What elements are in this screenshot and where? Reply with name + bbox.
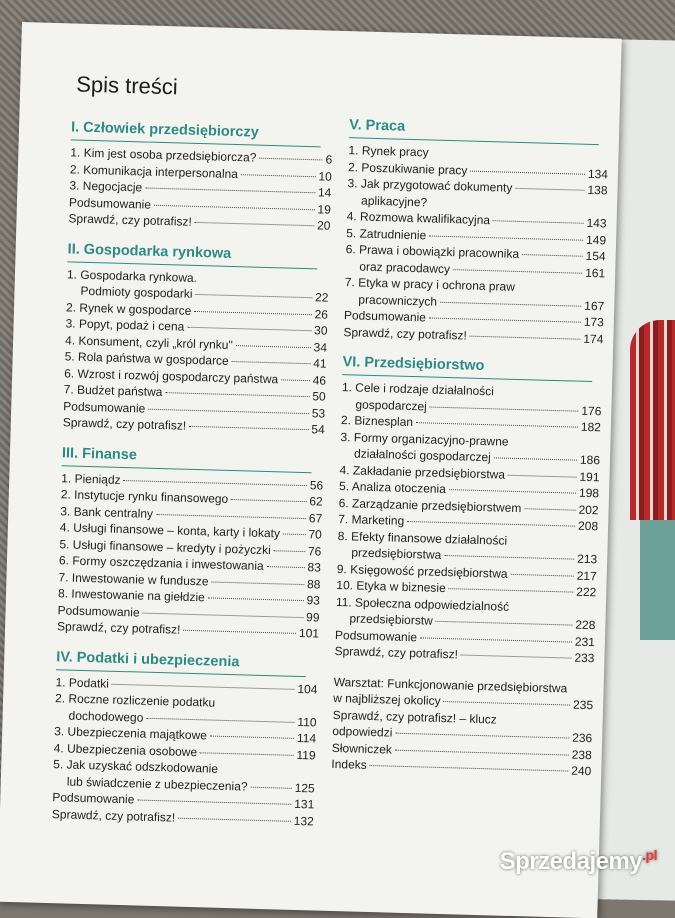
toc-entry-label: Podsumowanie (52, 790, 135, 807)
toc-entry-label: 2. Poszukiwanie pracy (347, 159, 468, 177)
leader-dots (232, 361, 311, 364)
toc-entry-label: Podsumowanie (63, 398, 146, 416)
toc-entry-label: 1. Cele i rodzaje działalności (341, 380, 495, 399)
leader-dots (210, 736, 294, 739)
leader-dots (143, 612, 304, 617)
toc-entry-label: Słowniczek (331, 740, 393, 757)
toc-entry-page: 76 (307, 543, 322, 559)
toc-entry-label: 3. Jak przygotować dokumenty (347, 176, 513, 195)
toc-entry-page: 174 (583, 331, 604, 346)
toc-entry-label: 2. Komunikacja interpersonalna (69, 161, 239, 181)
leader-dots (124, 480, 307, 486)
toc-entry-label: 3. Bank centralny (60, 503, 154, 521)
toc-entry-label: 6. Zarządzanie przedsiębiorstwem (338, 495, 522, 515)
toc-entry-label: Podsumowanie (57, 602, 140, 620)
toc-entry-label: 1. Gospodarka rynkowa. (66, 266, 198, 285)
toc-entry-label: przedsiębiorstw (349, 611, 434, 628)
leader-dots (522, 254, 583, 257)
section-heading: VI. Przedsiębiorstwo (342, 354, 485, 375)
toc-entry-page: 231 (574, 634, 596, 649)
leader-dots (449, 489, 576, 494)
toc-entry-page: 62 (309, 494, 323, 509)
toc-entry-page: 99 (305, 609, 320, 625)
leader-dots (208, 597, 304, 601)
toc-entry-page: 191 (579, 469, 600, 484)
toc-entry-label: dochodowego (68, 708, 144, 725)
leader-dots (429, 235, 583, 240)
leader-dots (453, 269, 582, 274)
toc-entry-page: 149 (585, 232, 607, 247)
toc-entry-page: 104 (297, 681, 318, 697)
leader-dots (440, 301, 581, 306)
toc-entry-label: Podsumowanie (68, 194, 152, 212)
toc-entry-label: 1. Rynek pracy (348, 143, 429, 160)
toc-entry-label: 3. Formy organizacyjno-prawne (340, 429, 509, 449)
toc-entry-page: 26 (314, 306, 329, 322)
toc-entry-label: 3. Negocjacje (69, 178, 143, 195)
toc-entry-page: 83 (307, 560, 322, 575)
toc-page (0, 22, 622, 918)
leader-dots (236, 345, 311, 348)
toc-entry-label: działalności gospodarczej (353, 446, 491, 465)
leader-dots (470, 335, 581, 339)
leader-dots (281, 379, 310, 381)
toc-entry-page: 213 (577, 551, 598, 567)
toc-entry-page: 70 (308, 527, 323, 542)
sprzedajemy-watermark: Sprzedajemy$^{.pl}$ (499, 847, 657, 875)
toc-entry-page: 235 (572, 697, 594, 713)
leader-dots (146, 717, 294, 722)
toc-entry-label: 2. Roczne rozliczenie podatku (54, 691, 216, 710)
toc-entry-page: 67 (308, 510, 323, 526)
toc-entry-label: 5. Jak uzyskać odszkodowanie (53, 757, 219, 776)
leader-dots (145, 188, 315, 194)
toc-entry-page: 22 (314, 290, 329, 305)
toc-entry-page: 114 (296, 730, 317, 746)
toc-entry-page: 154 (585, 248, 606, 264)
toc-entry-label: 5. Analiza otoczenia (338, 479, 447, 497)
leader-dots (165, 392, 309, 397)
toc-entry-page: 93 (306, 593, 321, 608)
leader-dots (259, 158, 322, 161)
toc-entry-label: 4. Ubezpieczenia osobowe (53, 740, 198, 759)
toc-entry-page: 101 (298, 625, 320, 641)
leader-dots (283, 533, 306, 535)
leader-dots (194, 310, 311, 314)
leader-dots (251, 786, 292, 788)
toc-entry-page: 182 (580, 419, 602, 435)
toc-entry-label: Sprawdź, czy potrafisz! (343, 324, 468, 343)
toc-entry-label: 9. Księgowość przedsiębiorstwa (336, 561, 508, 581)
toc-entry-label: 7. Inwestowanie w fundusze (58, 569, 209, 588)
leader-dots (444, 555, 574, 560)
leader-dots (395, 749, 569, 755)
toc-entry-label: Sprawdź, czy potrafisz! (62, 415, 187, 433)
leader-dots (274, 550, 305, 552)
toc-entry-page: 54 (311, 422, 325, 437)
leader-dots (407, 521, 575, 527)
toc-entry-page: 131 (294, 796, 315, 812)
toc-entry-label: 4. Rozmowa kwalifikacyjna (346, 209, 491, 228)
leader-dots (444, 701, 571, 706)
leader-dots (183, 630, 296, 634)
section-heading: I. Człowiek przedsiębiorczy (70, 119, 259, 141)
toc-column-right (331, 117, 609, 780)
toc-entry-label: 6. Prawa i obowiązki pracownika (345, 242, 520, 261)
leader-dots (154, 204, 315, 209)
toc-entry-page: 56 (309, 477, 324, 493)
toc-entry-label: 3. Popyt, podaż i cena (65, 316, 185, 334)
leader-dots (156, 513, 306, 518)
toc-entry-page: 236 (572, 730, 593, 746)
toc-entry-label: 1. Podatki (55, 674, 110, 691)
toc-entry-page: 228 (575, 617, 596, 633)
toc-entry-page: 125 (294, 780, 315, 795)
toc-entry-page: 233 (574, 650, 595, 666)
toc-entry-page: 10 (318, 168, 333, 184)
toc-entry-page: 240 (571, 763, 592, 779)
leader-dots (430, 406, 579, 411)
toc-entry-label: 1. Kim jest osoba przedsiębiorcza? (70, 145, 257, 165)
toc-entry-page: 50 (312, 389, 326, 404)
toc-entry-label: 10. Etyka w biznesie (336, 578, 446, 596)
toc-entry-label: 5. Usługi finansowe – kredyty i pożyczki (59, 536, 271, 557)
toc-entry-page: 186 (579, 452, 601, 468)
leader-dots (515, 188, 584, 191)
leader-dots (195, 222, 314, 226)
toc-entry-page: 222 (576, 584, 597, 600)
section-heading: IV. Podatki i ubezpieczenia (56, 648, 240, 670)
toc-entry-label: 7. Marketing (338, 512, 405, 528)
toc-entry-label: 2. Biznesplan (340, 413, 414, 430)
leader-dots (370, 765, 569, 772)
toc-entry-label: 6. Wzrost i rozwój gospodarczy państwa (64, 365, 279, 386)
toc-entry-label: 2. Instytucje rynku finansowego (60, 487, 229, 506)
toc-entry-page: 110 (297, 714, 317, 729)
section-heading: II. Gospodarka rynkowa (67, 240, 232, 262)
toc-entry-page: 208 (577, 518, 599, 534)
toc-entry-label: Sprawdź, czy potrafisz! (334, 643, 459, 662)
person-photo-fragment (630, 320, 675, 520)
toc-entry-page: 34 (313, 339, 328, 355)
leader-dots (148, 408, 309, 413)
toc-entry-page: 30 (313, 323, 328, 338)
toc-entry-label: gospodarczej (355, 396, 428, 413)
leader-dots (200, 752, 293, 756)
toc-entry-label: 5. Rola państwa w gospodarce (64, 349, 229, 368)
leader-dots (189, 426, 308, 430)
toc-entry-label: Warsztat: Funkcjonowanie przedsiębiorstwa (333, 674, 568, 695)
toc-entry-label: 5. Zatrudnienie (346, 225, 427, 242)
leader-dots (187, 327, 311, 331)
toc-entry-page: 134 (587, 166, 609, 181)
leader-dots (267, 566, 305, 568)
leader-dots (241, 174, 316, 177)
toc-entry-label: 8. Efekty finansowe działalności (337, 528, 508, 548)
toc-entry-label: w najbliższej okolicy (333, 690, 441, 708)
toc-entry-label: 2. Rynek w gospodarce (65, 299, 192, 318)
toc-entry-page: 46 (312, 372, 327, 388)
toc-entry-label: odpowiedzi (332, 723, 393, 740)
toc-entry-label: Indeks (331, 756, 367, 772)
toc-entry-label: 8. Inwestowanie na giełdzie (57, 586, 205, 605)
leader-dots (196, 294, 313, 298)
toc-entry-page: 6 (325, 152, 333, 167)
leader-dots (511, 573, 574, 576)
section-heading: V. Praca (349, 117, 406, 135)
page-title: Spis treści (75, 71, 179, 100)
leader-dots (449, 588, 574, 592)
toc-entry-page: 19 (317, 201, 332, 217)
leader-dots (112, 683, 295, 689)
toc-entry-page: 138 (587, 182, 608, 198)
leader-dots (493, 220, 584, 224)
toc-entry-label: 4. Usługi finansowe – konta, karty i lokaty (59, 520, 281, 541)
toc-entry-page: 88 (306, 576, 321, 592)
toc-entry-label: Sprawdź, czy potrafisz! (68, 211, 193, 229)
leader-dots (494, 457, 577, 460)
toc-entry-label: 1. Pieniądz (61, 470, 121, 487)
leader-dots (461, 655, 572, 659)
leader-dots (436, 621, 573, 626)
toc-entry-label: aplikacyjne? (360, 193, 428, 209)
leader-dots (420, 637, 572, 642)
toc-entry-page: 238 (571, 747, 592, 762)
green-band (640, 520, 675, 640)
toc-entry-label: 7. Budżet państwa (63, 382, 163, 400)
toc-entry-page: 176 (581, 403, 602, 418)
section-heading: III. Finanse (61, 444, 138, 463)
toc-entry-label: 7. Etyka w pracy i ochrona praw (344, 275, 516, 294)
toc-entry-label: 6. Formy oszczędzania i inwestowania (58, 553, 264, 573)
toc-entry-label: Sprawdź, czy potrafisz! (51, 806, 176, 825)
toc-entry-page: 202 (578, 502, 599, 517)
leader-dots (508, 474, 577, 477)
toc-entry-page: 217 (576, 568, 597, 583)
leader-dots (212, 581, 305, 585)
toc-entry-label: 4. Konsument, czyli „król rynku" (64, 332, 233, 352)
toc-entry-label: Sprawdź, czy potrafisz! – klucz (332, 707, 497, 727)
toc-entry-page: 198 (578, 485, 600, 501)
toc-entry-label: pracowniczych (358, 292, 438, 309)
leader-dots (429, 317, 581, 322)
toc-entry-label: 4. Zakładanie przedsiębiorstwa (339, 462, 506, 482)
toc-entry-label: Podsumowanie (334, 627, 418, 644)
toc-entry-page: 41 (313, 356, 327, 371)
leader-dots (395, 733, 569, 739)
leader-dots (524, 508, 575, 510)
toc-column-left (52, 119, 334, 829)
leader-dots (470, 170, 585, 174)
toc-entry-page: 161 (585, 265, 606, 280)
toc-entry-label: Podmioty gospodarki (80, 283, 193, 301)
toc-entry-page: 119 (296, 747, 316, 762)
toc-entry-page: 167 (584, 298, 605, 313)
toc-entry-label: 3. Ubezpieczenia majątkowe (54, 724, 208, 743)
toc-entry-label: lub świadczenie z ubezpieczenia? (66, 774, 248, 794)
toc-entry-label: oraz pracodawcy (359, 259, 451, 276)
toc-entry-page: 14 (317, 185, 332, 200)
toc-entry-page: 132 (293, 813, 315, 828)
toc-entry-page: 143 (586, 215, 607, 231)
leader-dots (416, 422, 578, 428)
toc-entry-label: Sprawdź, czy potrafisz! (56, 619, 181, 637)
toc-entry-page: 53 (311, 405, 326, 421)
toc-entry-label: 11. Społeczna odpowiedzialność (335, 594, 510, 614)
leader-dots (137, 800, 291, 805)
leader-dots (178, 817, 291, 821)
toc-entry-page: 20 (316, 218, 331, 233)
toc-entry-page: 173 (583, 314, 605, 330)
toc-entry-label: Podsumowanie (343, 308, 427, 325)
leader-dots (231, 499, 306, 502)
toc-entry-label: przedsiębiorstwa (351, 545, 442, 562)
